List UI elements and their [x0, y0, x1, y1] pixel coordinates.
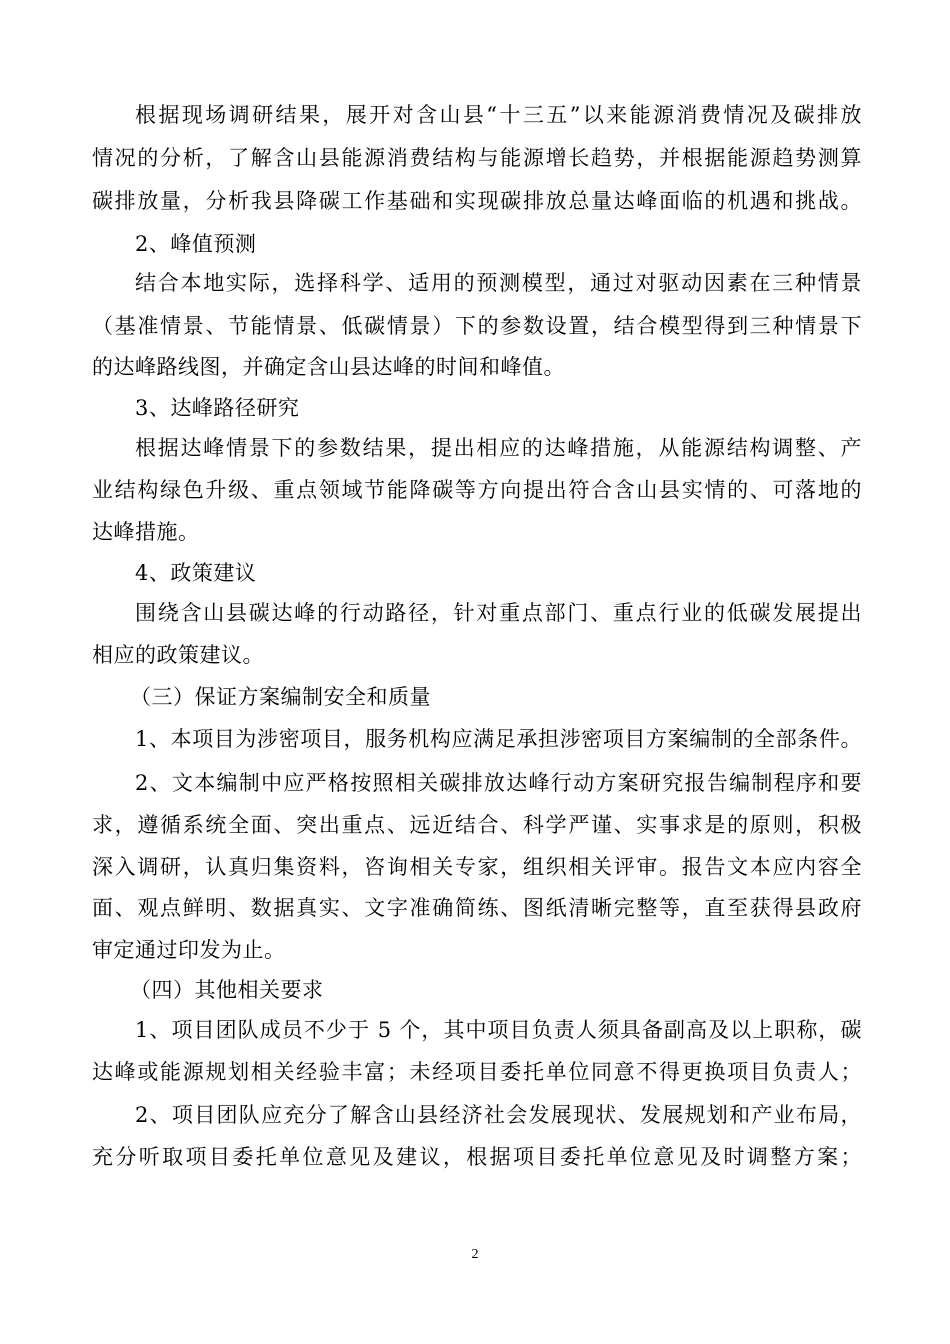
paragraph-line: 碳排放量，分析我县降碳工作基础和实现碳排放总量达峰面临的机遇和挑战。 [92, 189, 862, 213]
paragraph-line: 根据达峰情景下的参数结果，提出相应的达峰措施，从能源结构调整、产 [135, 436, 862, 460]
paragraph-line: 深入调研，认真归集资料，咨询相关专家，组织相关评审。报告文本应内容全 [92, 855, 862, 879]
section-heading: 3、达峰路径研究 [135, 396, 300, 420]
paragraph-line: 业结构绿色升级、重点领域节能降碳等方向提出符合含山县实情的、可落地的 [92, 478, 862, 502]
paragraph-line: 面、观点鲜明、数据真实、文字准确简练、图纸清晰完整等，直至获得县政府 [92, 896, 862, 920]
paragraph-line: 审定通过印发为止。 [92, 938, 286, 962]
paragraph-line: 1、本项目为涉密项目，服务机构应满足承担涉密项目方案编制的全部条件。 [135, 727, 862, 751]
section-heading: 2、峰值预测 [135, 232, 257, 256]
paragraph-line: 相应的政策建议。 [92, 643, 264, 667]
paragraph-line: 1、项目团队成员不少于 5 个，其中项目负责人须具备副高及以上职称，碳 [135, 1018, 862, 1042]
page-number: 2 [471, 1247, 479, 1262]
paragraph-line: 充分听取项目委托单位意见及建议，根据项目委托单位意见及时调整方案； [92, 1145, 862, 1169]
paragraph-line: 结合本地实际，选择科学、适用的预测模型，通过对驱动因素在三种情景 [135, 271, 862, 295]
paragraph-line: 达峰或能源规划相关经验丰富；未经项目委托单位同意不得更换项目负责人； [92, 1060, 862, 1084]
paragraph-line: 2、项目团队应充分了解含山县经济社会发展现状、发展规划和产业布局， [135, 1103, 862, 1127]
paragraph-line: 情况的分析，了解含山县能源消费结构与能源增长趋势，并根据能源趋势测算 [92, 146, 862, 170]
paragraph-line: 根据现场调研结果，展开对含山县“十三五”以来能源消费情况及碳排放 [135, 103, 862, 127]
section-heading: 4、政策建议 [135, 561, 257, 585]
paragraph-line: 2、文本编制中应严格按照相关碳排放达峰行动方案研究报告编制程序和要 [135, 771, 862, 795]
paragraph-line: 求，遵循系统全面、突出重点、远近结合、科学严谨、实事求是的原则，积极 [92, 813, 862, 837]
section-heading: （四）其他相关要求 [130, 978, 324, 1002]
paragraph-line: 的达峰路线图，并确定含山县达峰的时间和峰值。 [92, 355, 565, 379]
paragraph-line: 达峰措施。 [92, 520, 200, 544]
paragraph-line: （基准情景、节能情景、低碳情景）下的参数设置，结合模型得到三种情景下 [92, 314, 862, 338]
section-heading: （三）保证方案编制安全和质量 [130, 685, 431, 709]
paragraph-line: 围绕含山县碳达峰的行动路径，针对重点部门、重点行业的低碳发展提出 [135, 601, 862, 625]
